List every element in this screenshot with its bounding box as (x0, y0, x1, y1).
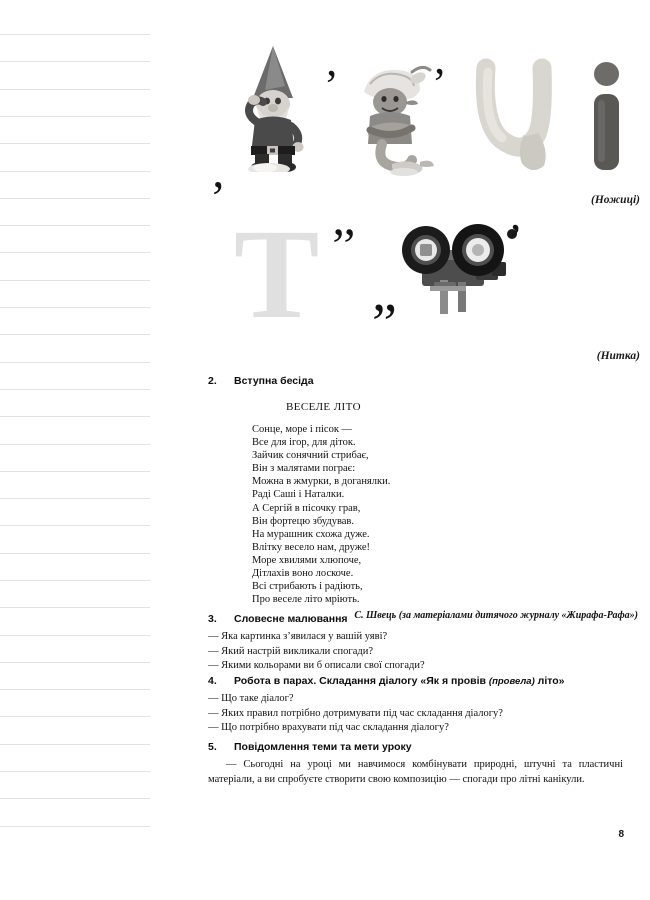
section-3-title: Словесне малювання (234, 613, 348, 625)
apostrophe-mark: ’ (432, 59, 447, 108)
rule-line (0, 171, 150, 172)
section-4-title-before: Робота в парах. Складання діалогу «Як я провів (234, 675, 489, 687)
section-4-title-after: літо» (534, 675, 565, 687)
rule-line (0, 771, 150, 772)
section-4-heading (208, 675, 638, 687)
rule-line (0, 662, 150, 663)
rule-line (0, 716, 150, 717)
poem-body (208, 423, 638, 606)
rule-line (0, 334, 150, 335)
rule-line (0, 580, 150, 581)
poem-credit: С. Швець (за матеріалами дитячого журналу «Жирафа-Рафа») (354, 610, 638, 622)
double-apostrophe-mark: ’’ (330, 217, 356, 273)
section-5-paragraph-text: — Сьогодні на уроці ми навчимося комбінувати природні, штучні та пластичні матеріали, а ви спробуєте створити свою композицію — спогади про літні канікули. (208, 759, 623, 785)
poem-line: Раді Саші і Наталки. (252, 489, 345, 501)
double-quote-mark: ” (372, 293, 397, 355)
poem-line: Він з малятами пограє: (252, 463, 356, 475)
rule-line (0, 635, 150, 636)
poem-line: Зайчик сонячний стрибає, (252, 450, 369, 462)
section-3-question-list (208, 630, 638, 674)
section-5-title: Повідомлення теми та мети уроку (234, 741, 412, 753)
rule-line (0, 307, 150, 308)
list-item: — Що таке діалог? (208, 693, 294, 704)
poem-line: Дітлахів воно лоскоче. (252, 568, 354, 580)
poem-line: Можна в жмурки, в доганялки. (252, 476, 391, 488)
rule-line (0, 607, 150, 608)
clay-letter-i (590, 62, 624, 170)
rule-line (0, 198, 150, 199)
rebus-puzzle-2 (150, 203, 650, 368)
list-item: — Якими кольорами ви б описали свої спогади? (208, 660, 425, 672)
rule-line (0, 744, 150, 745)
poem-title: ВЕСЕЛЕ ЛІТО (286, 401, 361, 413)
rule-line (0, 826, 150, 827)
rule-line (0, 525, 150, 526)
rule-line (0, 225, 150, 226)
section-3 (208, 613, 638, 674)
section-2-heading (208, 375, 638, 387)
apostrophe-mark: ’ (324, 61, 339, 110)
genie-figure-image (340, 58, 440, 178)
rule-line (0, 689, 150, 690)
apostrophe-mark: ’ (508, 215, 523, 264)
section-3-heading (208, 613, 638, 625)
section-4-title-italic: (провела) (488, 676, 535, 687)
list-item: — Що потрібно врахувати під час складання діалогу? (208, 722, 449, 734)
section-2 (208, 375, 638, 621)
rebus-caption-1: (Ножиці) (590, 194, 640, 206)
list-item: — Яких правил потрібно дотримувати під час складання діалогу? (208, 707, 503, 719)
rule-line (0, 498, 150, 499)
rule-line (0, 389, 150, 390)
gray-letter-te: Т (234, 203, 320, 345)
gnome-figure-image (225, 42, 321, 172)
rule-line (0, 416, 150, 417)
section-4 (208, 675, 638, 736)
comma-mark-left: ‚ (210, 145, 226, 198)
section-5-paragraph (208, 758, 623, 787)
section-2-title: Вступна бесіда (234, 375, 314, 387)
rule-line (0, 61, 150, 62)
clay-letter-tse (470, 58, 562, 176)
list-item: — Який настрій викликали спогади? (208, 645, 373, 657)
rule-line (0, 89, 150, 90)
poem-line: Сонце, море і пісок — (252, 424, 353, 435)
section-2-number: 2. (208, 375, 217, 387)
ruled-margin-lines (0, 0, 150, 900)
rule-line (0, 798, 150, 799)
rule-line (0, 252, 150, 253)
section-5-heading (208, 741, 638, 753)
rule-line (0, 553, 150, 554)
poem-line: На мурашник схожа дуже. (252, 528, 370, 540)
poem-line: Море хвилями хлюпоче, (252, 554, 362, 566)
poem-line: Всі стрибають і радіють, (252, 581, 363, 593)
poem-line: Все для ігор, для діток. (252, 437, 356, 449)
page-number: 8 (618, 829, 624, 840)
rule-line (0, 34, 150, 35)
poem-line: Влітку весело нам, друже! (252, 541, 370, 553)
film-camera-image (392, 224, 518, 318)
section-4-number: 4. (208, 675, 217, 687)
rebus-caption-2: (Нитка) (596, 350, 640, 362)
section-4-question-list (208, 692, 638, 736)
section-5 (208, 741, 638, 787)
list-item: — Яка картинка з’явилася у вашій уяві? (208, 631, 388, 642)
poem-line: А Сергій в пісочку грав, (252, 502, 361, 514)
rule-line (0, 143, 150, 144)
rule-line (0, 362, 150, 363)
rule-line (0, 116, 150, 117)
rule-line (0, 444, 150, 445)
poem-line: Про веселе літо мріють. (252, 594, 360, 606)
rule-line (0, 471, 150, 472)
poem-line: Він фортецю збудував. (252, 515, 355, 527)
rebus-puzzle-1 (150, 30, 650, 210)
rule-line (0, 280, 150, 281)
section-5-number: 5. (208, 741, 217, 753)
section-3-number: 3. (208, 613, 217, 625)
